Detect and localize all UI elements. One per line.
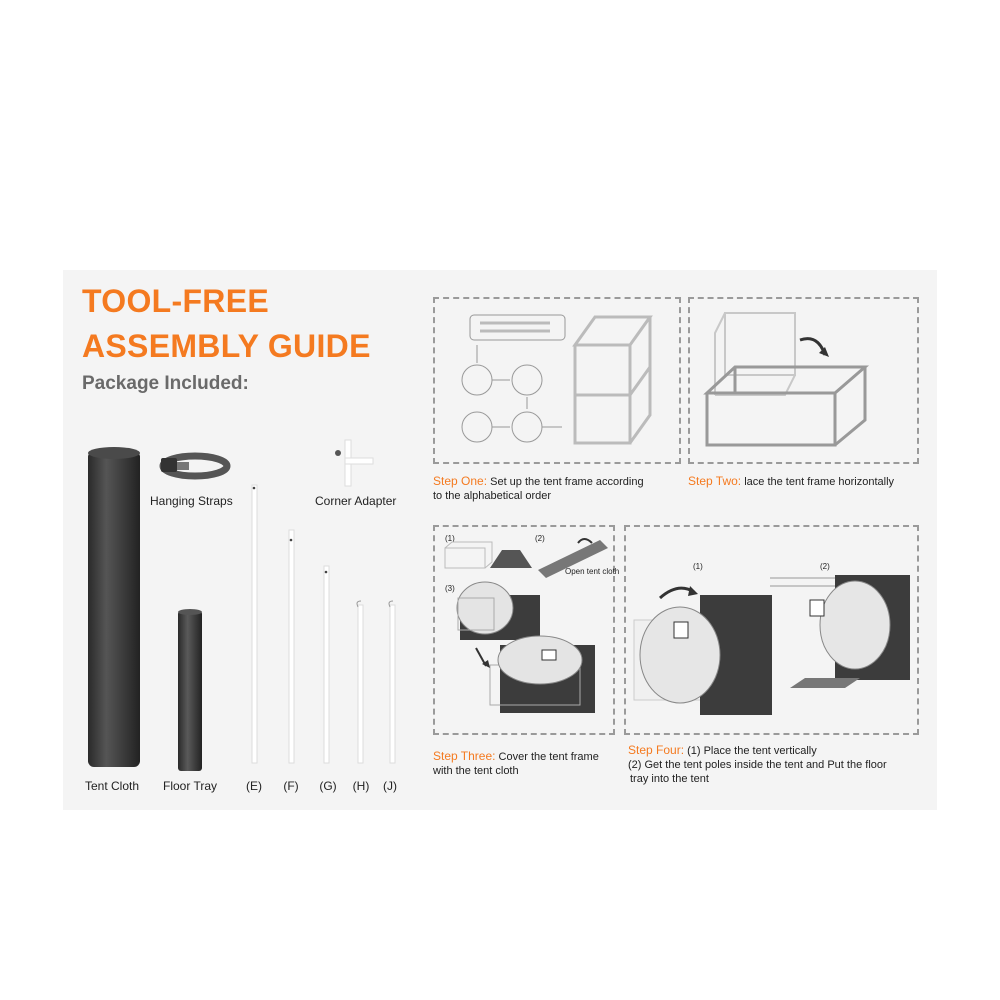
- step-four-sub2: (2): [820, 562, 830, 571]
- step-three-sub3: (3): [445, 584, 455, 593]
- pole-h-label: (H): [352, 779, 370, 793]
- step-two-frame-drawing: [695, 305, 910, 455]
- step-three-label: Step Three:: [433, 749, 496, 763]
- floor-tray-roll: [177, 608, 203, 773]
- step-three-text-1: Cover the tent frame: [498, 751, 599, 763]
- step-three-text-2: with the tent cloth: [433, 765, 519, 777]
- step-four-sub1: (1): [693, 562, 703, 571]
- step-four-text-3: tray into the tent: [630, 773, 709, 785]
- open-cloth-label: Open tent cloth: [565, 567, 620, 576]
- title-line-2: ASSEMBLY GUIDE: [82, 328, 371, 364]
- pole-f-label: (F): [283, 779, 299, 793]
- step-three-sub2: (2): [535, 534, 545, 543]
- step-three-cover-drawing: [440, 540, 610, 720]
- step-two-caption: [688, 474, 894, 489]
- step-one-text-1: Set up the tent frame according: [490, 476, 644, 488]
- step-three-caption: [433, 749, 599, 778]
- step-three-sub1: (1): [445, 534, 455, 543]
- pole-j-label: (J): [383, 779, 397, 793]
- step-one-frame-drawing: [440, 305, 675, 455]
- tent-cloth-roll: [86, 445, 142, 770]
- title-line-1: TOOL-FREE: [82, 283, 269, 319]
- pole-g-label: (G): [319, 779, 337, 793]
- step-four-text-2: (2) Get the tent poles inside the tent and Put the floor: [628, 759, 887, 771]
- hanging-straps-image: [155, 448, 230, 488]
- poles-image: [240, 480, 410, 770]
- hanging-straps-label: Hanging Straps: [150, 494, 233, 508]
- step-one-label: Step One:: [433, 474, 488, 488]
- step-four-label: Step Four:: [628, 743, 685, 757]
- floor-tray-label: Floor Tray: [162, 779, 218, 793]
- step-one-caption: [433, 474, 644, 503]
- tent-cloth-label: Tent Cloth: [84, 779, 140, 793]
- pole-e-label: (E): [246, 779, 262, 793]
- step-two-label: Step Two:: [688, 474, 742, 488]
- step-one-text-2: to the alphabetical order: [433, 490, 552, 502]
- step-four-caption: [628, 743, 887, 786]
- step-two-text-1: lace the tent frame horizontally: [744, 476, 895, 488]
- step-four-text-1: (1) Place the tent vertically: [687, 745, 817, 757]
- package-heading: Package Included:: [82, 373, 249, 394]
- corner-adapter-label: Corner Adapter: [315, 494, 397, 508]
- step-four-tent-drawing: [630, 570, 915, 720]
